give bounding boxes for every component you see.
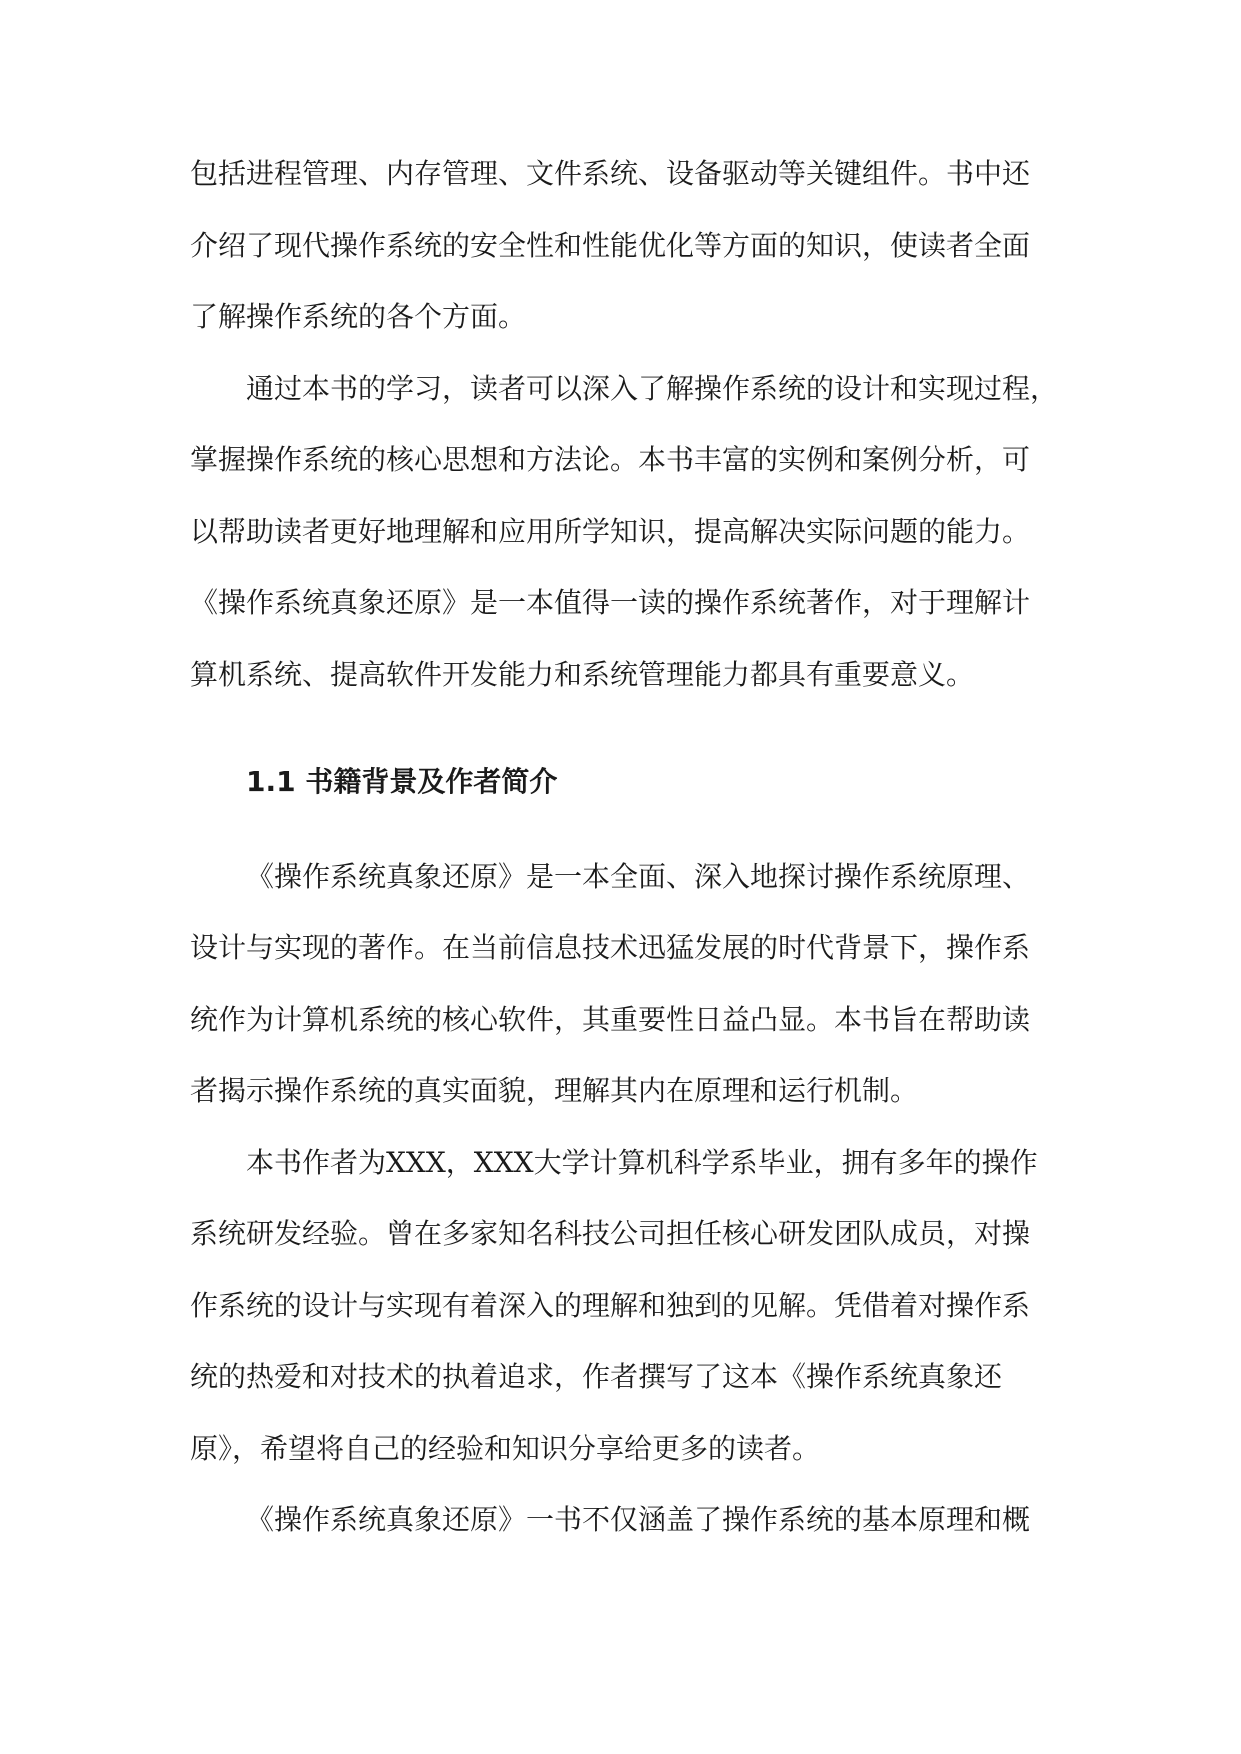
text-line: 掌握操作系统的核心思想和方法论。本书丰富的实例和案例分析，可 [190, 443, 1031, 476]
paragraph-3 [190, 841, 1060, 1127]
text-line: 通过本书的学习，读者可以深入了解操作系统的设计和实现过程， [246, 371, 1059, 405]
text-line: 介绍了现代操作系统的安全性和性能优化等方面的知识，使读者全面 [190, 228, 1031, 262]
text-line: 设计与实现的著作。在当前信息技术迅猛发展的时代背景下，操作系 [190, 931, 1031, 965]
text-line: 本书作者为XXX，XXX大学计算机科学系毕业，拥有多年的操作 [246, 1145, 1038, 1179]
paragraph-2 [190, 353, 1060, 711]
paragraph-5 [190, 1484, 1060, 1556]
text-line: 《操作系统真象还原》一书不仅涵盖了操作系统的基本原理和概 [246, 1503, 1031, 1537]
text-line: 以帮助读者更好地理解和应用所学知识，提高解决实际问题的能力。 [190, 514, 1031, 548]
section-heading: 1.1 书籍背景及作者简介 [246, 765, 558, 798]
paragraph-4 [190, 1127, 1060, 1485]
text-line: 系统研发经验。曾在多家知名科技公司担任核心研发团队成员，对操 [190, 1217, 1031, 1251]
text-line: 《操作系统真象还原》是一本值得一读的操作系统著作，对于理解计 [190, 586, 1031, 619]
text-line: 了解操作系统的各个方面。 [190, 300, 527, 333]
text-line: 统的热爱和对技术的执着追求，作者撰写了这本《操作系统真象还 [190, 1360, 1003, 1394]
text-line: 算机系统、提高软件开发能力和系统管理能力都具有重要意义。 [190, 657, 975, 691]
text-line: 统作为计算机系统的核心软件，其重要性日益凸显。本书旨在帮助读 [190, 1002, 1031, 1036]
document-body [190, 138, 1060, 1556]
text-line: 者揭示操作系统的真实面貌，理解其内在原理和运行机制。 [190, 1074, 919, 1108]
text-line: 包括进程管理、内存管理、文件系统、设备驱动等关键组件。书中还 [190, 157, 1031, 190]
text-line: 作系统的设计与实现有着深入的理解和独到的见解。凭借着对操作系 [190, 1288, 1031, 1322]
text-line: 原》，希望将自己的经验和知识分享给更多的读者。 [190, 1431, 821, 1465]
text-line: 《操作系统真象还原》是一本全面、深入地探讨操作系统原理、 [246, 859, 1031, 893]
paragraph-1 [190, 138, 1060, 353]
